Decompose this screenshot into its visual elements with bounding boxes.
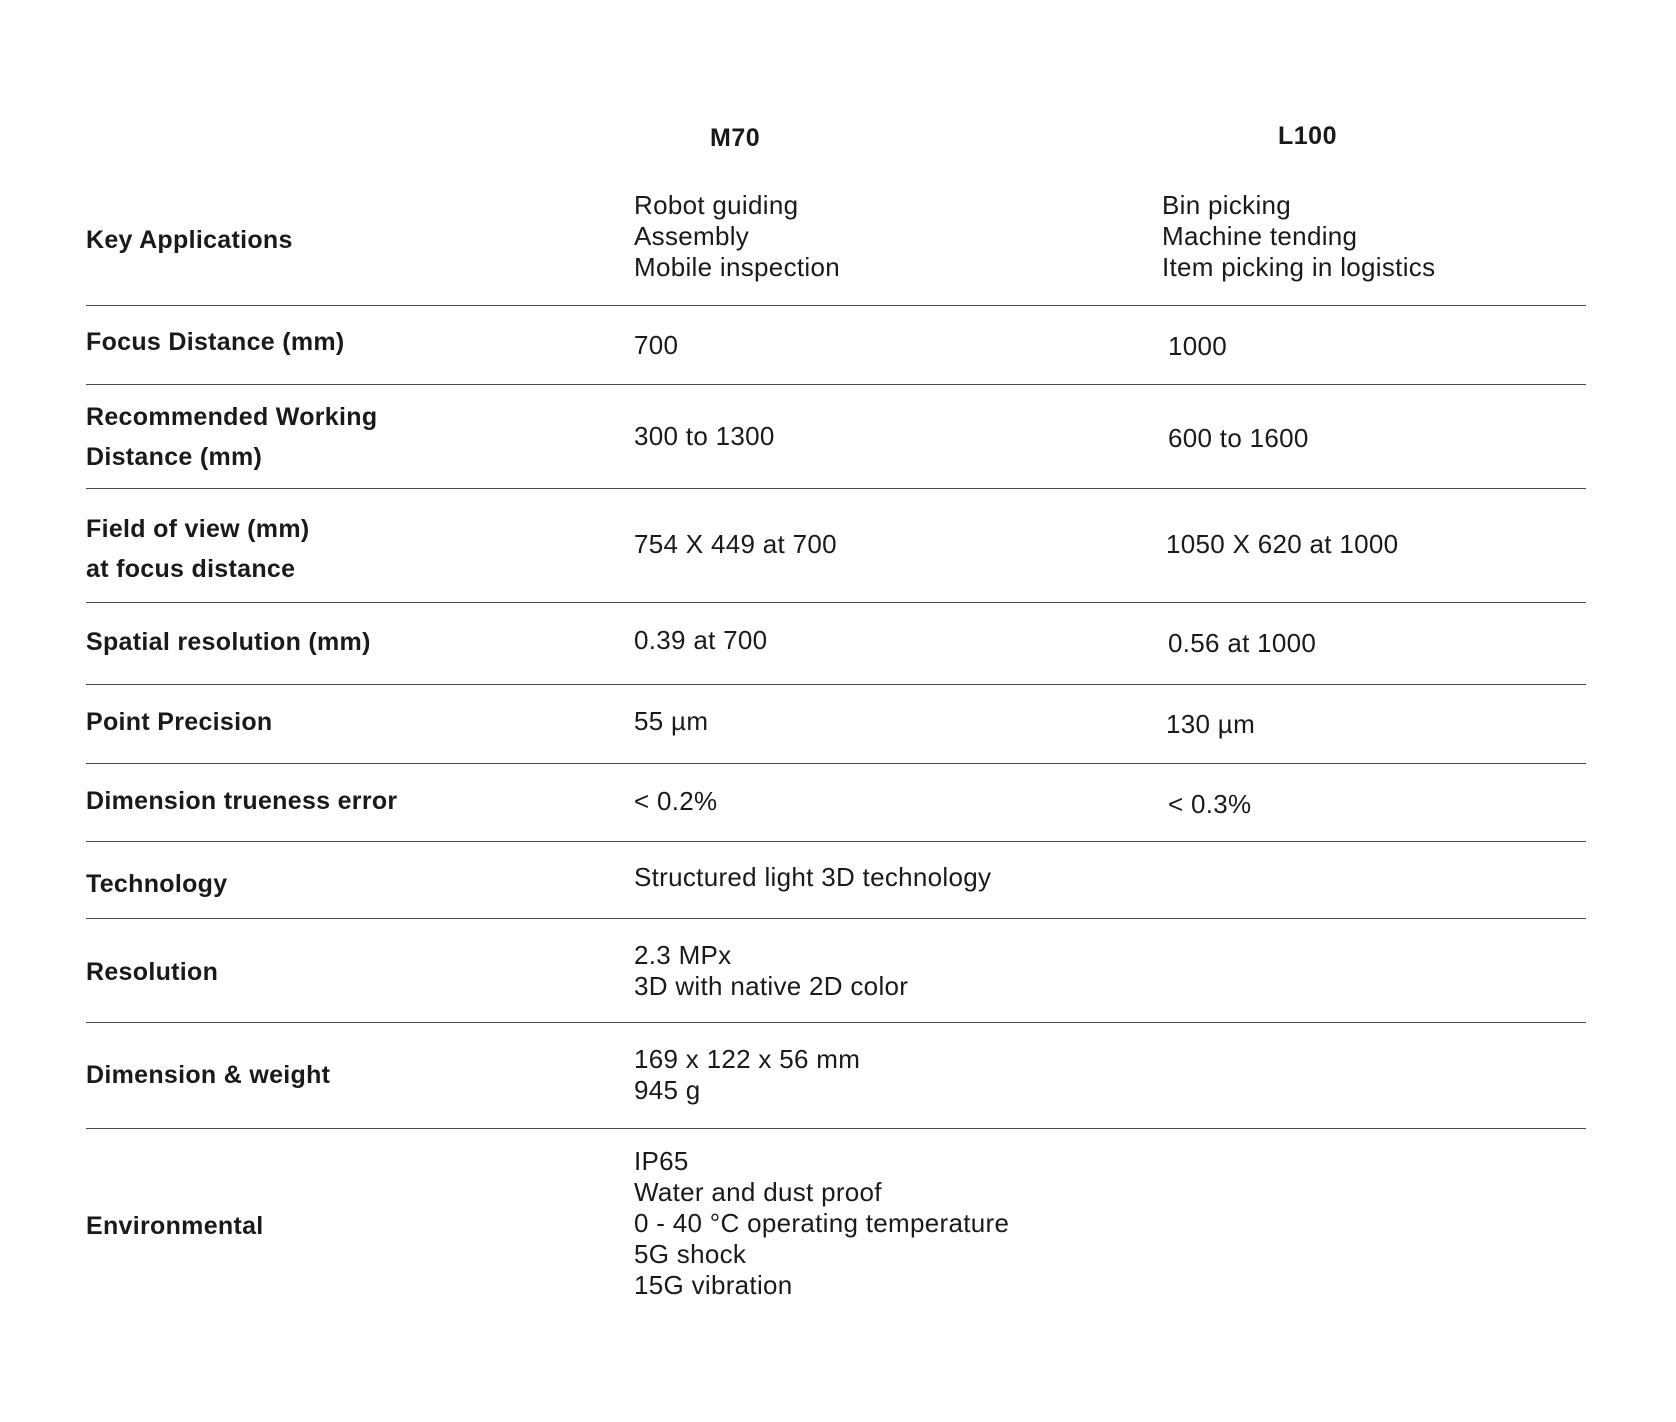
- environmental-line-3: 0 - 40 °C operating temperature: [634, 1208, 1010, 1238]
- row-field-of-view: [86, 489, 1586, 603]
- m70-value: [634, 190, 840, 283]
- shared-value: [634, 1146, 1009, 1301]
- l100-app-2: Machine tending: [1162, 221, 1358, 251]
- row-dimension-trueness: [86, 764, 1586, 842]
- row-dimension-weight: [86, 1023, 1586, 1129]
- column-header-m70: M70: [710, 124, 761, 152]
- m70-app-3: Mobile inspection: [634, 252, 840, 282]
- row-label-line-1: Recommended Working: [86, 403, 378, 431]
- row-label: Environmental: [86, 1212, 264, 1240]
- l100-value: 600 to 1600: [1168, 423, 1309, 453]
- row-label-line-2: at focus distance: [86, 555, 296, 583]
- shared-value: Structured light 3D technology: [634, 862, 992, 892]
- weight-line: 945 g: [634, 1075, 701, 1105]
- row-environmental: [86, 1129, 1586, 1329]
- row-label: Technology: [86, 870, 228, 898]
- l100-app-1: Bin picking: [1162, 190, 1292, 220]
- row-technology: [86, 842, 1586, 919]
- l100-value: 1000: [1168, 331, 1228, 361]
- row-spatial-resolution: [86, 603, 1586, 685]
- environmental-line-1: IP65: [634, 1146, 689, 1176]
- shared-value: [634, 1044, 860, 1106]
- l100-value: 0.56 at 1000: [1168, 628, 1317, 658]
- m70-app-1: Robot guiding: [634, 190, 799, 220]
- row-resolution: [86, 919, 1586, 1023]
- l100-value: 130 µm: [1166, 709, 1256, 739]
- l100-value: < 0.3%: [1168, 789, 1252, 819]
- m70-value: 300 to 1300: [634, 421, 775, 451]
- row-working-distance: [86, 385, 1586, 489]
- l100-app-3: Item picking in logistics: [1162, 252, 1436, 282]
- resolution-line-2: 3D with native 2D color: [634, 971, 909, 1001]
- m70-value: < 0.2%: [634, 786, 718, 816]
- dimension-line: 169 x 122 x 56 mm: [634, 1044, 861, 1074]
- m70-value: 700: [634, 330, 679, 360]
- row-label: Dimension & weight: [86, 1061, 331, 1089]
- environmental-line-2: Water and dust proof: [634, 1177, 882, 1207]
- row-label-line-1: Field of view (mm): [86, 515, 310, 543]
- row-label-line-2: Distance (mm): [86, 443, 263, 471]
- row-label: Resolution: [86, 958, 219, 986]
- environmental-line-5: 15G vibration: [634, 1270, 793, 1300]
- row-key-applications: [86, 178, 1586, 306]
- m70-app-2: Assembly: [634, 221, 750, 251]
- environmental-line-4: 5G shock: [634, 1239, 747, 1269]
- row-label: Key Applications: [86, 226, 293, 254]
- l100-value: 1050 X 620 at 1000: [1166, 529, 1399, 559]
- shared-value: [634, 940, 908, 1002]
- l100-value: [1162, 190, 1435, 283]
- row-focus-distance: [86, 306, 1586, 385]
- table-header: [86, 120, 1586, 160]
- m70-value: 0.39 at 700: [634, 625, 768, 655]
- row-label: Focus Distance (mm): [86, 328, 345, 356]
- m70-value: 55 µm: [634, 706, 709, 736]
- resolution-line-1: 2.3 MPx: [634, 940, 732, 970]
- row-point-precision: [86, 685, 1586, 764]
- column-header-l100: L100: [1278, 122, 1337, 150]
- m70-value: 754 X 449 at 700: [634, 529, 837, 559]
- row-label: Spatial resolution (mm): [86, 628, 371, 656]
- row-label: Point Precision: [86, 708, 273, 736]
- row-label: Dimension trueness error: [86, 787, 398, 815]
